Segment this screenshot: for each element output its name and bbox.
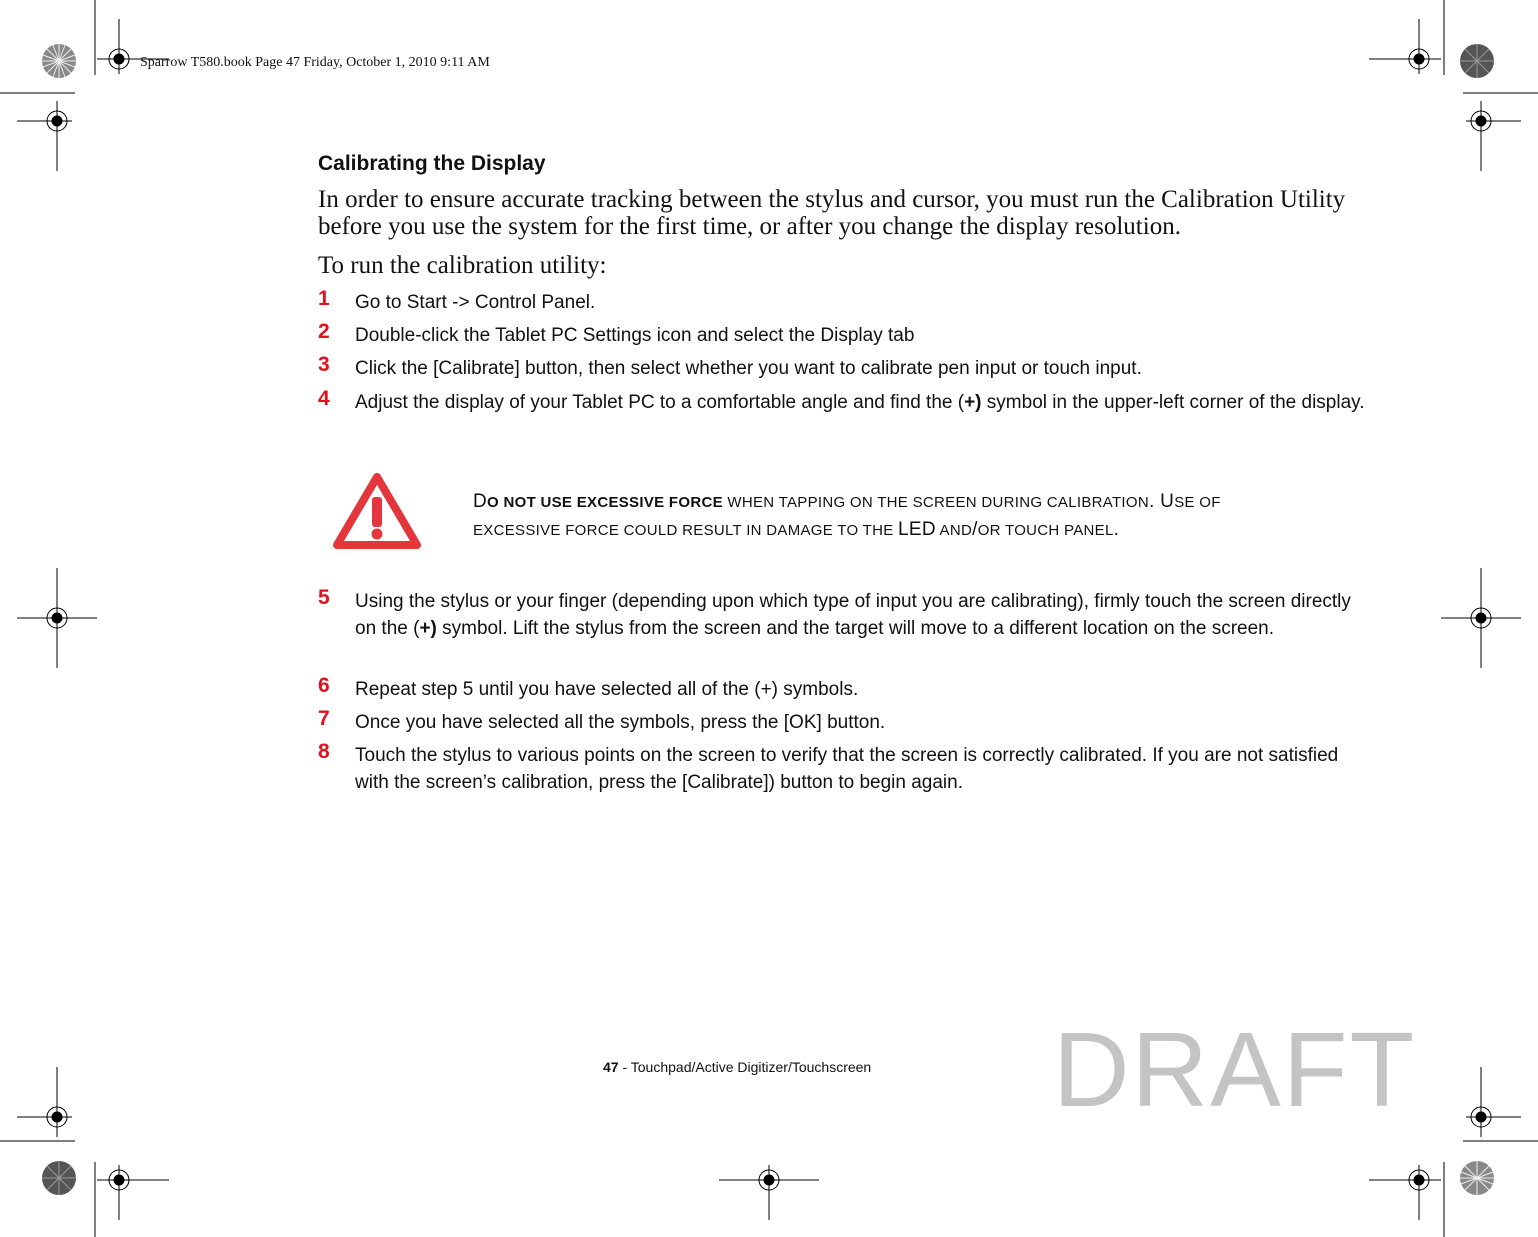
page-footer: [603, 1059, 871, 1075]
step-number: 8: [318, 740, 330, 763]
step-number: 7: [318, 707, 330, 730]
draft-watermark: DRAFT: [1053, 1011, 1417, 1129]
warning-triangle-icon: [331, 471, 423, 553]
intro-lead: To run the calibration utility:: [318, 252, 607, 279]
step-text: Using the stylus or your finger (depending upon which type of input you are calibrating), firmly touch the screen directly on the (+) symbol. Lift the stylus from the screen and the target will move to a different location on the screen.: [355, 591, 1351, 639]
step-number: 4: [318, 387, 330, 410]
step-number: 3: [318, 353, 330, 376]
step-number: 6: [318, 674, 330, 697]
step-text: Once you have selected all the symbols, press the [OK] button.: [355, 712, 886, 733]
step-text: Adjust the display of your Tablet PC to a comfortable angle and find the (+) symbol in the upper-left corner of the display.: [355, 392, 1365, 413]
step-text: Touch the stylus to various points on the screen to verify that the screen is correctly calibrated. If you are not satisfied with the screen’s calibration, press the [Calibrate]) button to begin again.: [355, 745, 1339, 793]
footer-chapter: - Touchpad/Active Digitizer/Touchscreen: [618, 1059, 872, 1075]
step-text: Double-click the Tablet PC Settings icon and select the Display tab: [355, 325, 915, 346]
step-number: 2: [318, 320, 330, 343]
step-number: 5: [318, 586, 330, 609]
step-number: 1: [318, 287, 330, 310]
print-stamp: Sparrow T580.book Page 47 Friday, October 1, 2010 9:11 AM: [140, 55, 490, 70]
step-text: Go to Start -> Control Panel.: [355, 292, 596, 313]
caution-text: DO NOT USE EXCESSIVE FORCE WHEN TAPPING ON THE SCREEN DURING CALIBRATION. USE OF EXCESSIVE FORCE COULD RESULT IN DAMAGE TO THE LED AND/OR TOUCH PANEL.: [473, 491, 1221, 540]
section-heading: Calibrating the Display: [318, 152, 546, 175]
step-text: Repeat step 5 until you have selected all of the (+) symbols.: [355, 679, 859, 700]
step-text: Click the [Calibrate] button, then select whether you want to calibrate pen input or touch input.: [355, 358, 1142, 379]
page-number: 47: [603, 1059, 619, 1075]
intro-paragraph: In order to ensure accurate tracking between the stylus and cursor, you must run the Calibration Utility before you use the system for the first time, or after you change the display resolution.: [318, 186, 1346, 240]
